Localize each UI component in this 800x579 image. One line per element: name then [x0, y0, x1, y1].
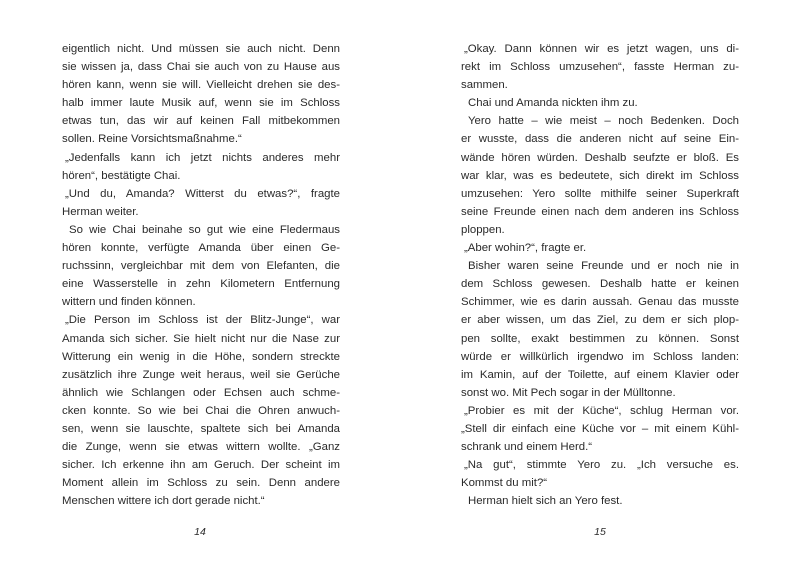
text-line: wittern und finden können.: [62, 296, 196, 309]
text-line: zusätzlich ihre Zunge weit heraus, weil sie Gerüche: [62, 368, 340, 381]
paragraph: [62, 185, 340, 221]
text-line: „Und du, Amanda? Witterst du etwas?“, fragte: [65, 187, 340, 200]
text-line: ploppen.: [461, 223, 505, 236]
text-line: sammen.: [461, 79, 508, 92]
paragraph: [461, 94, 739, 112]
text-line: sollen. Reine Vorsichtsmaßnahme.“: [62, 133, 242, 146]
text-line: „Jedenfalls kann ich jetzt nichts anderes mehr: [65, 151, 340, 164]
text-line: seine Freunde einen nach dem anderen ins Schloss: [461, 205, 739, 218]
text-line: Bisher waren seine Freunde und er noch nie in: [468, 260, 739, 273]
text-line: So wie Chai beinahe so gut wie eine Fledermaus: [69, 223, 340, 236]
text-line: etwas tun, das wir auf keinen Fall mitbekommen: [62, 115, 340, 128]
text-line: „Na gut“, stimmte Yero zu. „Ich versuche es.: [464, 459, 739, 472]
paragraph: [62, 149, 340, 185]
text-line: umzusehen: Yero sollte mithilfe seiner Superkraft: [461, 187, 739, 200]
text-line: „Aber wohin?“, fragte er.: [464, 242, 587, 255]
text-line: die Zunge, wenn sie etwas wittern wollte. „Ganz: [62, 441, 340, 454]
text-line: er aber wissen, um das Ziel, zu dem er sich plop-: [461, 314, 739, 327]
paragraph: [461, 492, 739, 510]
right-page-text: [461, 40, 739, 510]
text-line: im Kamin, auf der Toilette, auf einem Klavier oder: [461, 368, 739, 381]
text-line: ruchssinn, vergleichbar mit dem von Elefanten, die: [62, 260, 340, 273]
text-line: Menschen wittere ich dort gerade nicht.“: [62, 495, 265, 508]
text-line: hören kann, wenn sie will. Vielleicht drehen sie des-: [62, 79, 340, 92]
text-line: hören konnte, verfügte Amanda über einen Ge-: [62, 242, 340, 255]
text-line: eigentlich nicht. Und müssen sie auch nicht. Denn: [62, 43, 340, 55]
paragraph: [461, 112, 739, 239]
text-line: würde er willkürlich irgendwo im Schloss landen:: [461, 350, 739, 363]
text-line: Herman weiter.: [62, 205, 139, 218]
text-line: dem Schloss gewesen. Deshalb hatte er keinen: [461, 278, 739, 291]
paragraph: [461, 456, 739, 492]
paragraph: [62, 311, 340, 510]
right-page: [400, 0, 800, 579]
text-line: Kommst du mit?“: [461, 477, 548, 490]
paragraph: [461, 257, 739, 402]
text-line: wände hören würden. Deshalb seufzte er bloß. Es: [461, 151, 739, 164]
text-line: rekt im Schloss umzusehen“, fasste Herman zu-: [461, 61, 739, 74]
text-line: sie wissen ja, dass Chai sie auch von zu Hause aus: [62, 61, 340, 74]
text-line: Amanda sich sicher. Sie hielt nicht nur die Nase zur: [62, 332, 340, 345]
text-line: Moment allein im Schloss zu sein. Denn andere: [62, 477, 340, 490]
text-line: „Okay. Dann können wir es jetzt wagen, uns di-: [464, 43, 739, 55]
text-line: „Die Person im Schloss ist der Blitz-Junge“, war: [65, 314, 340, 327]
text-line: Schimmer, wie es darin aussah. Genau das musste: [461, 296, 739, 309]
paragraph: [461, 40, 739, 94]
text-line: sonst wo. Mit Pech sogar in der Mülltonne.: [461, 386, 676, 399]
text-line: er wusste, dass die anderen nicht auf seine Ein-: [461, 133, 739, 146]
text-line: sen, wenn sie lauschte, spaltete sich bei Amanda: [62, 422, 340, 435]
text-line: pen sollte, exakt bestimmen zu können. Sonst: [461, 332, 739, 345]
text-line: hören“, bestätigte Chai.: [62, 169, 181, 182]
text-line: eine Wasserstelle in zehn Kilometern Entfernung: [62, 278, 340, 291]
paragraph: [62, 40, 340, 149]
text-line: ähnlich wie Schlangen oder Echsen auch schme-: [62, 386, 340, 399]
text-line: Witterung ein wenig in die Höhe, sondern streckte: [62, 350, 340, 363]
page-number-left: 14: [194, 526, 206, 538]
text-line: Chai und Amanda nickten ihm zu.: [468, 97, 638, 110]
left-page-text: [62, 40, 340, 510]
text-line: „Probier es mit der Küche“, schlug Herman vor.: [464, 404, 739, 417]
text-line: war klar, was es bedeutete, sich direkt im Schloss: [461, 169, 739, 182]
text-line: cken konnte. So wie bei Chai die Ohren anwuch-: [62, 404, 340, 417]
text-line: sicher. Ich erkenne ihn am Geruch. Der scheint im: [62, 459, 340, 472]
text-line: schrank und einem Herd.“: [461, 441, 593, 454]
page-number-right: 15: [594, 526, 606, 538]
paragraph: [461, 239, 739, 257]
text-line: Herman hielt sich an Yero fest.: [468, 495, 623, 508]
text-line: halb immer laute Musik auf, wenn sie im Schloss: [62, 97, 340, 110]
text-line: Yero hatte – wie meist – noch Bedenken. Doch: [468, 115, 739, 128]
paragraph: [461, 402, 739, 456]
text-line: „Stell dir einfach eine Küche vor – mit einem Kühl-: [461, 422, 739, 435]
paragraph: [62, 221, 340, 311]
